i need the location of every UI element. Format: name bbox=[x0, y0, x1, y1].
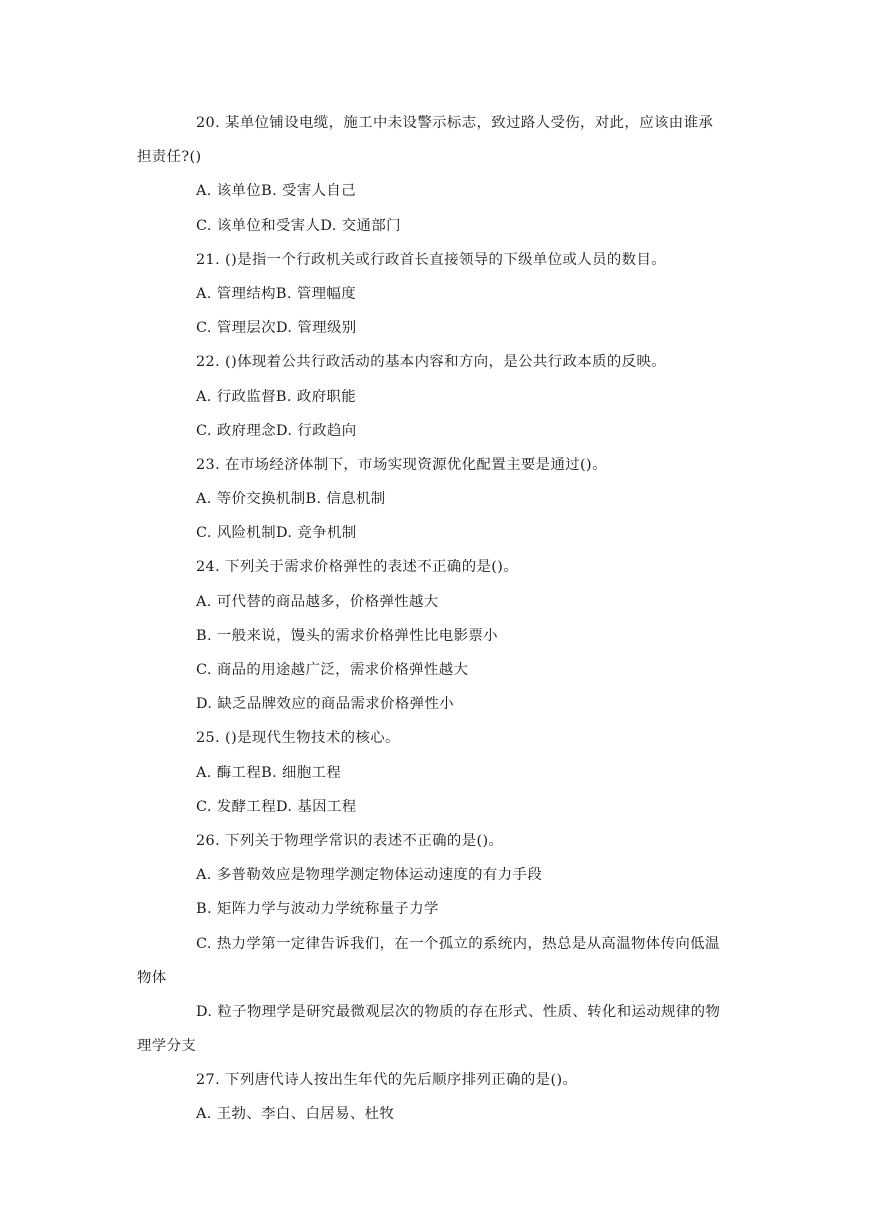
question-22-options-cd: C. 政府理念D. 行政趋向 bbox=[196, 422, 357, 439]
question-26-option-a: A. 多普勒效应是物理学测定物体运动速度的有力手段 bbox=[196, 867, 543, 884]
question-26-option-b: B. 矩阵力学与波动力学统称量子力学 bbox=[196, 901, 439, 918]
question-25-options-ab: A. 酶工程B. 细胞工程 bbox=[196, 764, 342, 781]
question-24: 24. 下列关于需求价格弹性的表述不正确的是()。 bbox=[196, 559, 519, 576]
question-26-option-d-continuation: 理学分支 bbox=[137, 1038, 197, 1055]
question-26-option-c: C. 热力学第一定律告诉我们，在一个孤立的系统内，热总是从高温物体传向低温 bbox=[196, 935, 720, 952]
question-23: 23. 在市场经济体制下，市场实现资源优化配置主要是通过()。 bbox=[196, 456, 607, 473]
document-body bbox=[0, 106, 869, 1132]
question-25-options-cd: C. 发酵工程D. 基因工程 bbox=[196, 798, 357, 815]
question-22-options-ab: A. 行政监督B. 政府职能 bbox=[196, 388, 356, 405]
question-21: 21. ()是指一个行政机关或行政首长直接领导的下级单位或人员的数目。 bbox=[196, 251, 667, 268]
question-25: 25. ()是现代生物技术的核心。 bbox=[196, 730, 400, 747]
question-23-options-ab: A. 等价交换机制B. 信息机制 bbox=[196, 491, 386, 508]
question-20-options-cd: C. 该单位和受害人D. 交通部门 bbox=[196, 217, 401, 234]
question-20: 20. 某单位铺设电缆，施工中未设警示标志，致过路人受伤，对此，应该由谁承 bbox=[196, 115, 714, 131]
question-27-option-a: A. 王勃、李白、白居易、杜牧 bbox=[196, 1106, 395, 1123]
question-20-continuation: 担责任?() bbox=[137, 149, 202, 166]
question-24-option-b: B. 一般来说，馒头的需求价格弹性比电影票小 bbox=[196, 627, 498, 644]
question-27: 27. 下列唐代诗人按出生年代的先后顺序排列正确的是()。 bbox=[196, 1072, 578, 1089]
question-24-option-c: C. 商品的用途越广泛，需求价格弹性越大 bbox=[196, 662, 469, 678]
question-24-option-d: D. 缺乏品牌效应的商品需求价格弹性小 bbox=[196, 696, 455, 713]
question-24-option-a: A. 可代替的商品越多，价格弹性越大 bbox=[196, 593, 439, 610]
question-26: 26. 下列关于物理学常识的表述不正确的是()。 bbox=[196, 832, 504, 849]
question-21-options-cd: C. 管理层次D. 管理级别 bbox=[196, 320, 357, 337]
question-20-options-ab: A. 该单位B. 受害人自己 bbox=[196, 183, 356, 200]
question-22: 22. ()体现着公共行政活动的基本内容和方向，是公共行政本质的反映。 bbox=[196, 354, 667, 371]
question-26-option-d: D. 粒子物理学是研究最微观层次的物质的存在形式、性质、转化和运动规律的物 bbox=[196, 1003, 721, 1020]
question-26-option-c-continuation: 物体 bbox=[137, 969, 167, 986]
question-23-options-cd: C. 风险机制D. 竞争机制 bbox=[196, 525, 357, 542]
question-21-options-ab: A. 管理结构B. 管理幅度 bbox=[196, 285, 356, 302]
